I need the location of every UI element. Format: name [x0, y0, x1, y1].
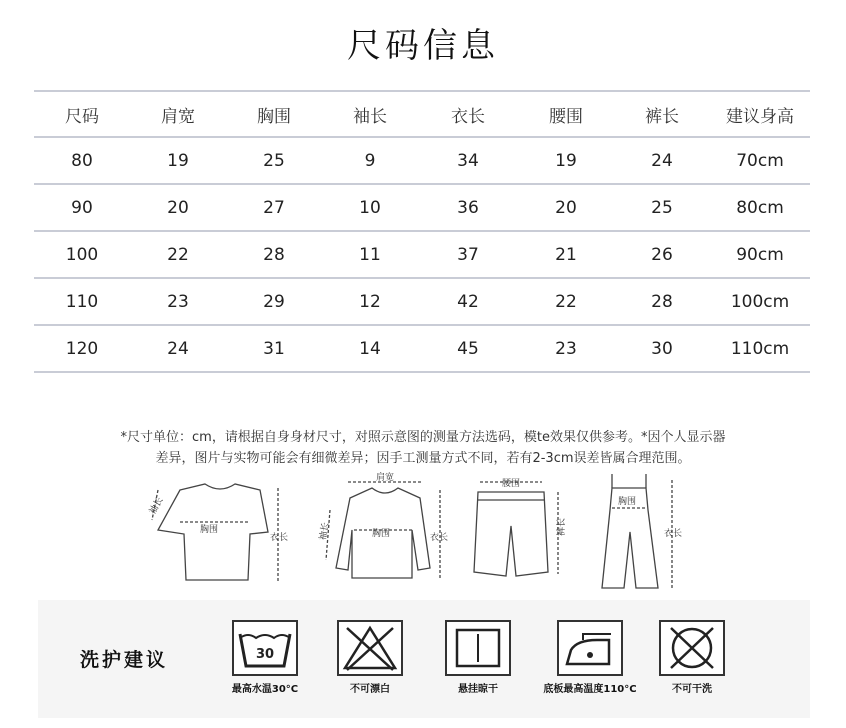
care-label-wash: 最高水温30°C	[231, 684, 299, 695]
care-item-iron	[535, 620, 645, 695]
care-title: 洗护建议	[80, 649, 169, 671]
table-row	[34, 326, 810, 373]
header-sleeve: 袖长	[353, 106, 387, 127]
cell-length: 37	[457, 244, 479, 265]
cell-shoulder: 22	[167, 244, 189, 265]
cell-pants-length: 28	[651, 291, 673, 312]
table-header-row	[34, 90, 810, 138]
measurement-note	[20, 427, 826, 469]
overalls-length-label: 衣长	[664, 529, 683, 539]
cell-height: 70cm	[736, 150, 784, 171]
cell-size: 80	[71, 150, 93, 171]
cell-sleeve: 10	[359, 197, 381, 218]
care-item-line-dry	[423, 620, 533, 695]
cell-sleeve: 9	[364, 150, 376, 171]
header-height: 建议身高	[726, 106, 794, 127]
size-table	[34, 90, 810, 373]
shorts-diagram	[474, 482, 558, 576]
note-line-2: 差异，图片与实物可能会有细微差异；因手工测量方式不同，若有2-3cm误差皆属合理范围。	[155, 451, 691, 466]
cell-size: 90	[71, 197, 93, 218]
header-waist: 腰围	[549, 106, 583, 127]
cell-chest: 29	[263, 291, 285, 312]
table-row	[34, 232, 810, 279]
cell-pants-length: 24	[651, 150, 673, 171]
care-label-no-bleach: 不可漂白	[350, 684, 390, 695]
shorts-waist-label: 腰围	[502, 479, 521, 489]
cell-chest: 25	[263, 150, 285, 171]
cell-chest: 27	[263, 197, 285, 218]
cell-waist: 22	[555, 291, 577, 312]
iron-icon	[557, 620, 623, 676]
overalls-diagram	[602, 474, 672, 588]
cell-shoulder: 20	[167, 197, 189, 218]
cell-height: 110cm	[730, 338, 790, 359]
no-dry-clean-icon	[659, 620, 725, 676]
cell-sleeve: 11	[359, 244, 381, 265]
cell-height: 90cm	[736, 244, 784, 265]
cell-chest: 28	[263, 244, 285, 265]
sweater-length-label: 衣长	[430, 533, 449, 543]
cell-length: 34	[457, 150, 479, 171]
cell-pants-length: 26	[651, 244, 673, 265]
care-label-no-dry-clean: 不可干洗	[672, 684, 712, 695]
no-bleach-icon	[337, 620, 403, 676]
care-label-iron: 底板最高温度110°C	[543, 684, 637, 695]
cell-height: 100cm	[730, 291, 790, 312]
header-shoulder: 肩宽	[161, 106, 195, 127]
cell-sleeve: 14	[359, 338, 381, 359]
measurement-diagrams	[0, 470, 846, 590]
line-dry-icon	[445, 620, 511, 676]
cell-shoulder: 19	[167, 150, 189, 171]
header-length: 衣长	[451, 106, 485, 127]
overalls-chest-label: 胸围	[618, 497, 637, 507]
care-label-line-dry: 悬挂晾干	[458, 684, 498, 695]
shorts-length-label: 裤长	[557, 517, 567, 536]
tshirt-length-label: 衣长	[270, 533, 289, 543]
note-line-1: *尺寸单位：cm，请根据自身身材尺寸，对照示意图的测量方法选码，模te效果仅供参考。*因个人显示器	[120, 430, 726, 445]
cell-waist: 19	[555, 150, 577, 171]
cell-pants-length: 30	[651, 338, 673, 359]
table-row	[34, 138, 810, 185]
sweater-chest-label: 胸围	[372, 529, 391, 539]
cell-shoulder: 23	[167, 291, 189, 312]
sweater-sleeve-label: 袖长	[318, 521, 332, 542]
tshirt-sleeve-label: 袖长	[147, 495, 166, 517]
tshirt-chest-label: 胸围	[200, 525, 219, 535]
page-title: 尺码信息	[347, 26, 499, 66]
header-chest: 胸围	[257, 106, 291, 127]
table-row	[34, 185, 810, 232]
cell-length: 36	[457, 197, 479, 218]
sweater-shoulder-label: 肩宽	[376, 473, 395, 483]
cell-sleeve: 12	[359, 291, 381, 312]
care-item-wash	[210, 620, 320, 695]
header-pants-length: 裤长	[645, 106, 679, 127]
cell-waist: 23	[555, 338, 577, 359]
cell-chest: 31	[263, 338, 285, 359]
cell-height: 80cm	[736, 197, 784, 218]
table-row	[34, 279, 810, 326]
wash-30-icon	[232, 620, 298, 676]
wash-temp-text: 30	[255, 647, 275, 662]
cell-length: 42	[457, 291, 479, 312]
cell-size: 120	[65, 338, 99, 359]
care-item-no-bleach	[315, 620, 425, 695]
cell-pants-length: 25	[651, 197, 673, 218]
cell-size: 100	[65, 244, 99, 265]
cell-waist: 21	[555, 244, 577, 265]
cell-length: 45	[457, 338, 479, 359]
care-item-no-dry-clean	[637, 620, 747, 695]
cell-waist: 20	[555, 197, 577, 218]
cell-shoulder: 24	[167, 338, 189, 359]
cell-size: 110	[65, 291, 99, 312]
header-size: 尺码	[65, 106, 99, 127]
